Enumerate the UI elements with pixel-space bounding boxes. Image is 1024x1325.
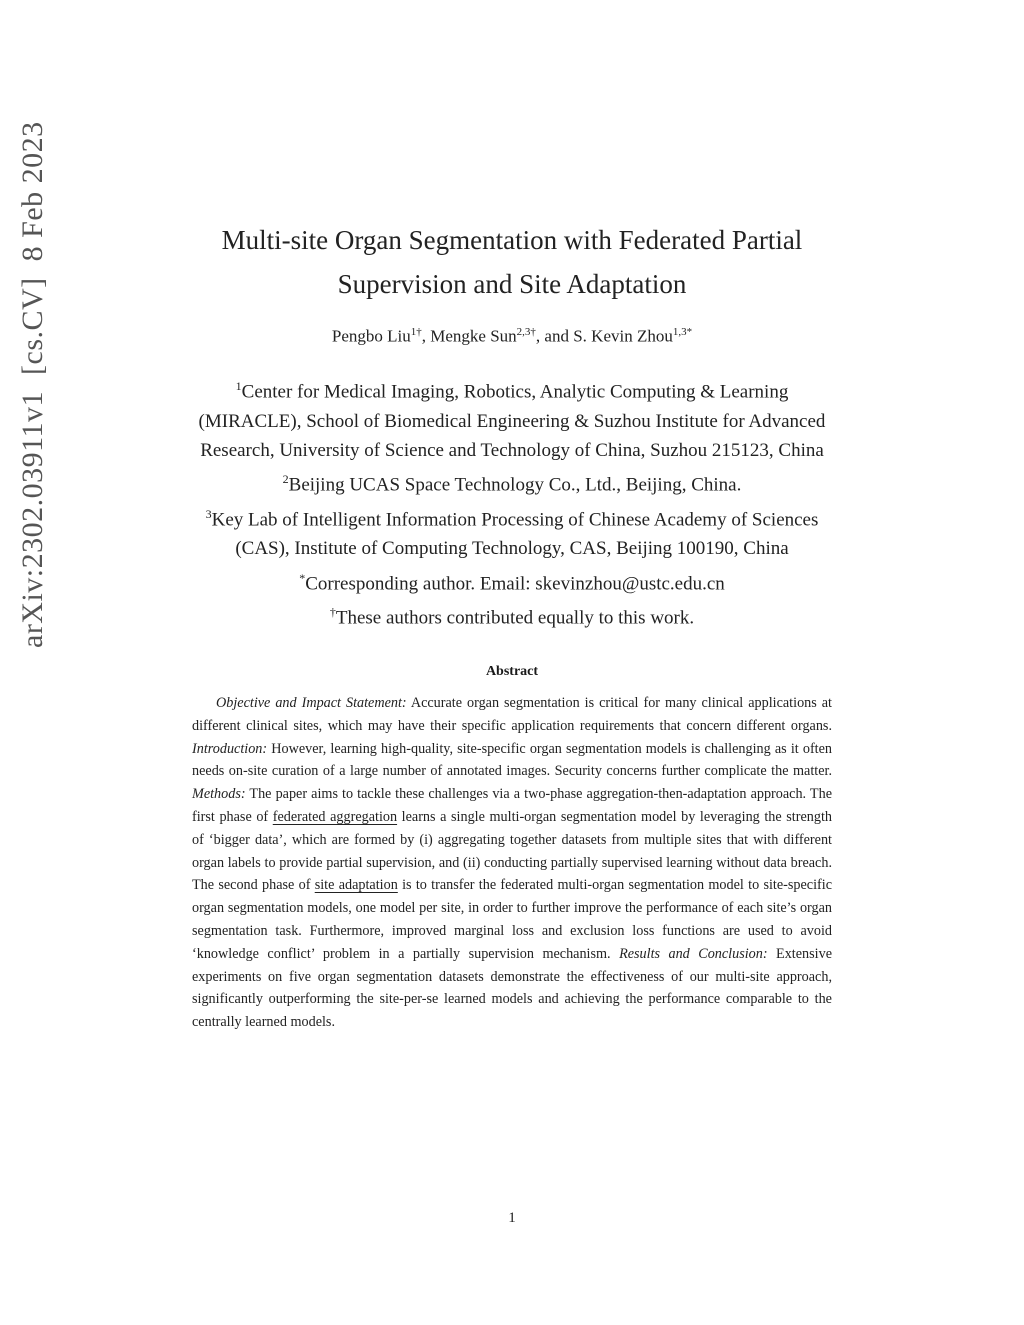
equal-mark: †	[329, 605, 336, 620]
author-name: Mengke Sun	[430, 326, 517, 346]
arxiv-id: arXiv:2302.03911v1	[16, 390, 49, 648]
abstract-body	[192, 692, 832, 1034]
affiliation-mark: 2	[282, 472, 289, 487]
affiliation-1-line-2: (MIRACLE), School of Biomedical Engineering & Suzhou Institute for Advanced	[198, 410, 826, 432]
author-marks: 2,3†	[516, 326, 536, 338]
methods-text-2: learns a single multi-organ segmentation model by leveraging the strength of ‘bigger data’, which are formed by (i) aggregating together datasets from multiple sites that with different organ labels to provide partial supervision, and (ii) conducting partially supervised learning without data breach. The second phase of	[192, 808, 832, 894]
affiliation-1-line-3: Research, University of Science and Technology of China, Suzhou 215123, China	[200, 439, 824, 461]
affiliation-text: Center for Medical Imaging, Robotics, Analytic Computing & Learning	[241, 381, 789, 403]
corresponding-text: Corresponding author. Email: skevinzhou@ustc.edu.cn	[305, 573, 725, 595]
methods-text-1: The paper aims to tackle these challenges via a two-phase aggregation-then-adaptation approach. The first phase of	[192, 786, 832, 825]
page-number: 1	[508, 1210, 516, 1226]
corresponding-mark: *	[299, 570, 306, 585]
methods-label: Methods:	[192, 786, 246, 803]
abstract-paragraph	[192, 692, 832, 1034]
affiliation-mark: 1	[235, 379, 242, 393]
equal-text: These authors contributed equally to this work.	[335, 607, 695, 629]
methods-text-3: is to transfer the federated multi-organ segmentation model to site-specific organ segmentation models, one model per site, in order to further improve the performance of each site’s organ segmentation task. Furthermore, improved marginal loss and exclusion loss functions are used to avoid ‘knowledge conflict’ problem in a partially supervision mechanism.	[192, 877, 833, 962]
author-marks: 1†	[410, 326, 422, 338]
arxiv-category: [cs.CV]	[16, 277, 49, 375]
author-name: S. Kevin Zhou	[573, 326, 673, 346]
title-line-1: Multi-site Organ Segmentation with Federated Partial	[221, 225, 803, 255]
author-marks: 1,3*	[672, 326, 693, 338]
introduction-label: Introduction:	[192, 740, 268, 757]
title-line-2: Supervision and Site Adaptation	[337, 269, 687, 299]
affiliation-3-line-2: (CAS), Institute of Computing Technology, CAS, Beijing 100190, China	[235, 538, 789, 560]
objective-label: Objective and Impact Statement:	[216, 695, 407, 711]
affiliations	[0, 372, 1024, 633]
paper-title	[0, 218, 1024, 306]
affiliation-mark: 3	[205, 506, 212, 521]
affiliation-2	[0, 465, 1024, 500]
corresponding-author-note	[0, 564, 1024, 599]
affiliation-text: Beijing UCAS Space Technology Co., Ltd., Beijing, China.	[288, 474, 742, 496]
author-list	[0, 326, 1024, 347]
affiliation-text: Key Lab of Intelligent Information Processing of Chinese Academy of Sciences	[211, 509, 819, 531]
arxiv-date: 8 Feb 2023	[16, 121, 49, 262]
equal-contribution-note	[0, 598, 1024, 633]
affiliation-1-line-1	[0, 372, 1024, 407]
results-text: Extensive experiments on five organ segmentation datasets demonstrate the effectiveness of our multi-site approach, significantly outperforming the site-per-se learned models and achieving the performance comparable to the centrally learned models.	[192, 945, 832, 1031]
introduction-text: However, learning high-quality, site-specific organ segmentation models is challenging as it often needs on-site curation of a large number of annotated images. Security concerns further complicate the matter.	[192, 740, 832, 780]
author-separator: , and	[535, 326, 574, 346]
objective-text: Accurate organ segmentation is critical for many clinical applications at different clinical sites, which may have their specific application requirements that concern different organs.	[192, 695, 832, 734]
author-separator: ,	[421, 326, 431, 346]
federated-aggregation-term: federated aggregation	[272, 808, 398, 825]
site-adaptation-term: site adaptation	[314, 877, 398, 894]
affiliation-3-line-1	[0, 500, 1024, 535]
author-name: Pengbo Liu	[331, 326, 411, 346]
abstract-heading: Abstract	[485, 664, 539, 679]
results-label: Results and Conclusion:	[619, 945, 768, 962]
